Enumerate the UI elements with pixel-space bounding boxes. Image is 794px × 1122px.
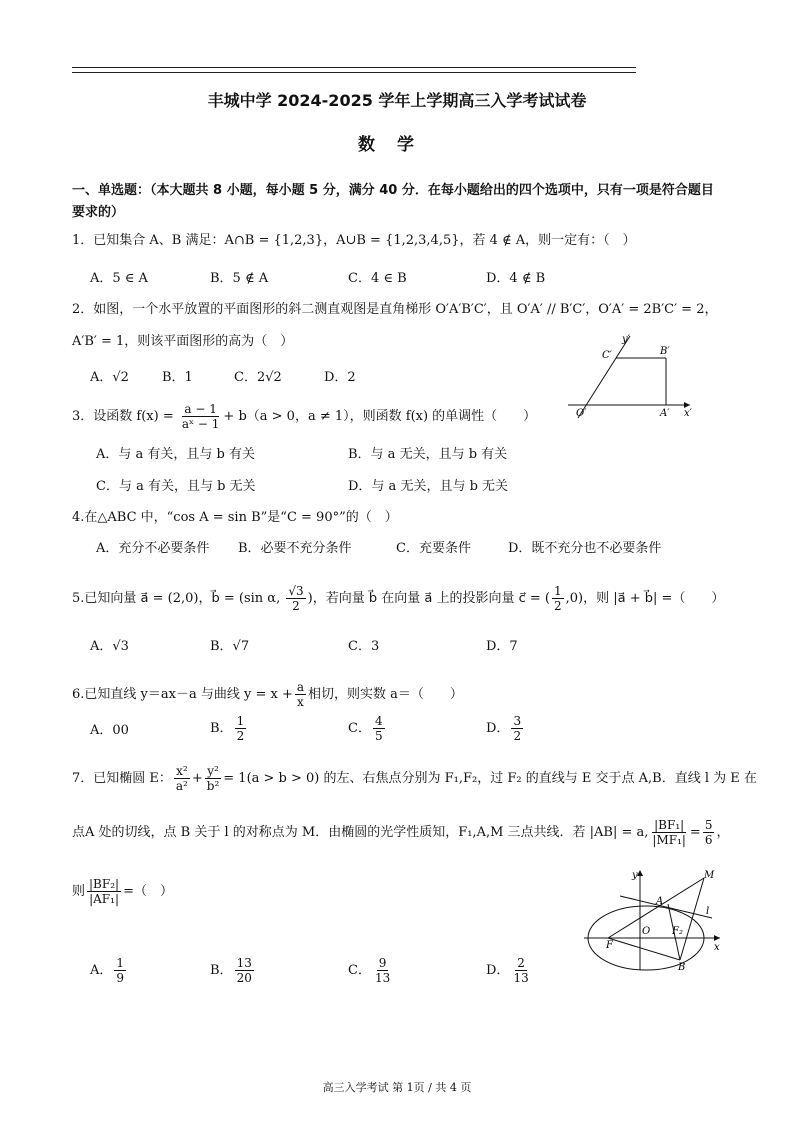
q7-option-b-frac <box>235 956 254 985</box>
label-y: y <box>632 870 638 881</box>
q6-option-b-label: B． <box>210 721 233 736</box>
q7-option-d <box>486 956 533 985</box>
q7-option-a-label: A． <box>90 963 113 978</box>
ellipse-figure <box>580 866 730 972</box>
q6-option-d-label: D． <box>486 721 510 736</box>
top-rule-1 <box>72 67 636 68</box>
q7-option-d-num: 2 <box>517 956 525 970</box>
q1-option-a: A．5 ∈ A <box>90 271 148 286</box>
q7-ellipse-frac-y: $\frac{\text{y²}}{\text{b²}}$ <box>206 764 220 793</box>
q7-option-d-den: 13 <box>513 971 529 985</box>
q7-option-b-num: 13 <box>236 956 252 970</box>
q7-stem2-a: 点A 处的切线，点 B 关于 l 的对称点为 M．由椭圆的光学性质知，F₁,A,M 三点共线．若 |AB| = a, <box>72 825 649 840</box>
question-4-stem: 4.在△ABC 中，“cos A = sin B”是“C = 90°”的（ ） <box>72 510 398 525</box>
q6-option-a: A．00 <box>90 723 129 738</box>
q2-option-d: D．2 <box>324 370 356 385</box>
q3-stem-a: 3．设函数 f(x) = <box>72 409 178 424</box>
exam-title: 丰城中学 2024-2025 学年上学期高三入学考试试卷 <box>207 91 587 110</box>
q7-stem3-b: =（ ） <box>123 884 173 899</box>
q6-option-a-label: A．0 <box>90 723 121 738</box>
q7-option-b <box>210 956 256 985</box>
q6-stem-a: 6.已知直线 y＝ax－a 与曲线 y = x + <box>72 687 293 702</box>
q7-stem3-a: 则 <box>72 884 86 899</box>
q7-stem1-b: = 1(a > b > 0) 的左、右焦点分别为 F₁,F₂，过 F₂ 的直线与 E 交于点 A,B．直线 l 为 E 在 <box>223 771 757 786</box>
q3-option-a: A．与 a 有关，且与 b 有关 <box>96 447 255 462</box>
q6-frac-den: x <box>297 695 304 709</box>
q7-option-a-num: 1 <box>116 956 125 970</box>
q6-option-b-frac <box>235 714 247 743</box>
q6-option-c-frac <box>373 714 385 743</box>
q6-fraction <box>295 680 306 709</box>
q5-frac1-num: √3 <box>288 584 304 598</box>
q6-option-c-num: 4 <box>374 714 383 728</box>
q3-option-b: B．与 a 无关，且与 b 有关 <box>348 447 508 462</box>
q3-option-d: D．与 a 无关，且与 b 无关 <box>348 479 509 494</box>
q6-stem-b: 相切，则实数 a＝（ ） <box>308 687 463 702</box>
q7-option-b-den: 20 <box>236 971 252 985</box>
q4-option-d: D．既不充分也不必要条件 <box>508 541 662 556</box>
question-2-stem-line2: A′B′ = 1，则该平面图形的高为（ ） <box>72 334 294 349</box>
q7-ellipse-frac-x: $\frac{\text{x²}}{\text{a²}}$ <box>175 764 188 793</box>
q7-stem2-b: = <box>689 825 701 840</box>
label-m: M <box>704 870 715 881</box>
label-x: x <box>714 942 720 953</box>
question-7-stem-line3 <box>72 877 173 906</box>
q7-option-b-label: B． <box>210 963 233 978</box>
q7-option-a-frac <box>114 956 126 985</box>
q5-option-b: B．√7 <box>210 639 250 654</box>
q7-option-d-frac <box>511 956 530 985</box>
q5-fraction-2 <box>552 584 564 613</box>
q3-frac-num: a − 1 <box>184 402 217 416</box>
q7-option-c-label: C． <box>348 963 371 978</box>
label-c-prime: C′ <box>602 350 612 361</box>
q6-option-b-den: 2 <box>236 729 245 743</box>
q5-stem-a: 5.已知向量 a⃗ = (2,0)，b⃗ = (sin α, <box>72 591 285 606</box>
label-f1: F <box>606 940 613 951</box>
label-x-prime: x′ <box>684 408 692 419</box>
q6-option-d-frac <box>511 714 523 743</box>
q6-option-d <box>486 714 525 743</box>
label-a: A <box>656 896 664 907</box>
q7-option-c-num: 9 <box>378 956 387 970</box>
q5-stem-b: )，若向量 b⃗ 在向量 a⃗ 上的投影向量 c⃗ = ( <box>307 591 550 606</box>
y-axis <box>578 336 630 418</box>
question-6-stem <box>72 680 463 709</box>
line-f1-m <box>608 878 704 938</box>
q7-option-c-frac <box>373 956 392 985</box>
label-o: O <box>642 926 651 937</box>
q2-option-a: A．√2 <box>90 370 129 385</box>
q7-given-frac: $\frac{5}{6}$ <box>704 818 713 847</box>
label-a-prime: A′ <box>660 408 670 419</box>
q5-frac1-den: 2 <box>292 599 300 613</box>
question-7-stem-line1: 7．已知椭圆 E： $\frac{\text{x²}}{\text{a²}}$ + $\frac{\text{y²}}{\text{b²}}$ = 1(a > b > 0) 的左、右焦点分别为 F₁,F₂，过 F₂ 的直线与 E 交于点 A,B．直线 l 为 E 在 <box>72 764 757 793</box>
q6-option-d-num: 3 <box>513 714 522 728</box>
q7-option-c <box>348 956 394 985</box>
q6-option-c-label: C． <box>348 721 371 736</box>
q6-option-c-den: 5 <box>374 729 383 743</box>
trapezoid-figure <box>560 330 700 420</box>
label-b-prime: B′ <box>660 346 670 357</box>
q1-option-c: C．4 ∈ B <box>348 271 407 286</box>
label-l: l <box>706 906 710 917</box>
q3-option-c: C．与 a 有关，且与 b 无关 <box>96 479 256 494</box>
question-5-stem <box>72 584 724 613</box>
label-b: B <box>678 962 686 972</box>
q4-option-c: C．充要条件 <box>396 541 471 556</box>
y-axis-arrow <box>637 870 643 876</box>
label-o-prime: O′ <box>576 408 587 419</box>
q5-fraction-1 <box>286 584 305 613</box>
q7-ratio-frac: $\frac{\text{|BF₁|}}{\text{|MF₁|}}$ <box>652 818 686 847</box>
question-7-stem-line2: 点A 处的切线，点 B 关于 l 的对称点为 M．由椭圆的光学性质知，F₁,A,M 三点共线．若 |AB| = a, $\frac{\text{|BF₁|}}{\text{|MF₁|}}$ = $\frac{5}{6}$ ， <box>72 818 730 847</box>
label-f2: F₂ <box>672 926 683 937</box>
q7-option-a <box>90 956 128 985</box>
x-axis-arrow <box>714 935 720 941</box>
q7-option-c-den: 13 <box>374 971 391 985</box>
q6-option-b <box>210 714 248 743</box>
q2-option-b: B．1 <box>162 370 193 385</box>
q3-frac-den: aˣ − 1 <box>181 417 220 431</box>
q4-option-a: A．充分不必要条件 <box>96 541 210 556</box>
label-y-prime: y′ <box>622 334 630 345</box>
q7-ask-frac: $\frac{\text{|BF₂|}}{\text{|AF₁|}}$ <box>89 877 120 906</box>
q4-option-b: B．必要不充分条件 <box>238 541 352 556</box>
q5-option-c: C．3 <box>348 639 380 654</box>
question-2-stem-line1: 2．如图，一个水平放置的平面图形的斜二测直观图是直角梯形 O′A′B′C′，且 O′A′ // B′C′，O′A′ = 2B′C′ = 2， <box>72 302 718 317</box>
q1-option-d: D．4 ∉ B <box>486 271 546 286</box>
q3-fraction <box>180 402 222 431</box>
q2-option-c: C．2√2 <box>234 370 282 385</box>
section-heading: 一、单选题：（本大题共 8 小题，每小题 5 分，满分 40 分．在每小题给出的四个选项中，只有一项是符合题目要求的） <box>72 183 714 220</box>
q5-option-d: D．7 <box>486 639 518 654</box>
line-f1-b <box>608 938 680 960</box>
q5-stem-c: ,0)，则 |a⃗ + b⃗| =（ ） <box>565 591 725 606</box>
q7-option-a-den: 9 <box>116 971 125 985</box>
q7-stem1-a: 7．已知椭圆 E： <box>72 771 172 786</box>
q5-frac2-num: 1 <box>553 584 562 598</box>
q3-stem-b: + b（a > 0，a ≠ 1），则函数 f(x) 的单调性（ ） <box>223 409 537 424</box>
question-1-stem: 1．已知集合 A、B 满足：A∩B = {1,2,3}，A∪B = {1,2,3,4,5}，若 4 ∉ A，则一定有：（ ） <box>72 233 636 248</box>
q1-option-b: B．5 ∉ A <box>210 271 269 286</box>
q5-option-a: A．√3 <box>90 639 129 654</box>
q5-frac2-den: 2 <box>553 599 562 613</box>
top-rule-2 <box>72 72 636 73</box>
q6-option-b-num: 1 <box>236 714 245 728</box>
subject-title: 数学 <box>358 135 436 155</box>
q6-frac-num: a <box>296 680 304 694</box>
q6-option-d-den: 2 <box>513 729 522 743</box>
question-3-stem <box>72 402 536 431</box>
q7-option-d-label: D． <box>486 963 510 978</box>
q6-option-c <box>348 714 387 743</box>
page-footer: 高三入学考试 第 1页 / 共 4 页 <box>322 1081 472 1094</box>
